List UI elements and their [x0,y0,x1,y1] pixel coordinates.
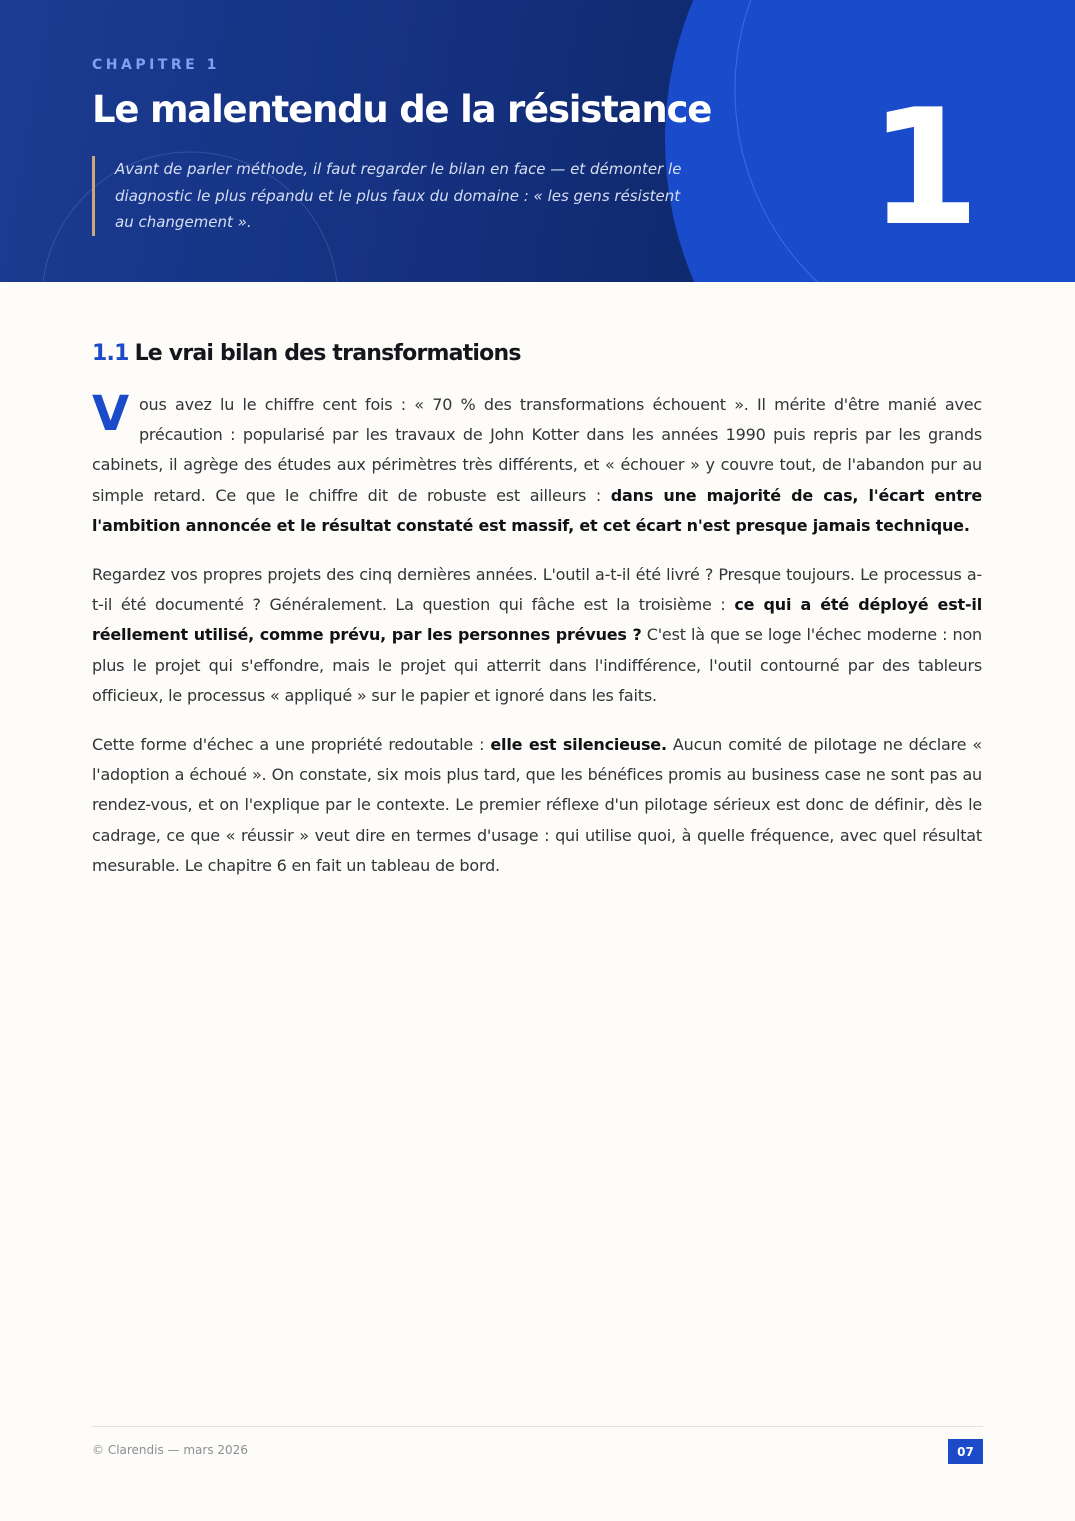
footer-divider [92,1426,983,1427]
chapter-header [0,0,1075,282]
paragraph-2-text-start: Regardez vos propres projets des cinq dernières années. L'outil a-t-il été livré ? Presque toujours. Le processus a-t-il été documenté ? Généralement. La question qui fâche est la troisième : [92,565,982,615]
section-number: 1.1 [92,341,129,366]
paragraph-3-bold: elle est silencieuse. [490,735,667,755]
paragraph-3-text-end: Aucun comité de pilotage ne déclare « l'adoption a échoué ». On constate, six mois plus tard, que les bénéfices promis au business case ne sont pas au rendez-vous, et on l'explique par le contexte. Le premier réflexe d'un pilotage sérieux est donc de définir, dès le cadrage, ce que « réussir » veut dire en termes d'usage : qui utilise quoi, à quelle fréquence, avec quel résultat mesurable. Le chapitre 6 en fait un tableau de bord. [92,735,982,875]
chapter-kicker: CHAPITRE 1 [92,57,220,73]
main-content [92,338,982,900]
paragraph-1-bold: dans une majorité de cas, l'écart entre l'ambition annoncée et le résultat constaté est massif, et cet écart n'est presque jamais technique. [92,485,982,535]
paragraph-2-text-end: C'est là que se loge l'échec moderne : non plus le projet qui s'effondre, mais le projet qui atterrit dans l'indifférence, l'outil contourné par des tableurs officieux, le processus « appliqué » sur le papier et ignoré dans les faits. [92,625,982,705]
section-heading [92,338,982,370]
paragraph-1-text: ous avez lu le chiffre cent fois : « 70 % des transformations échouent ». Il mérite d'être manié avec précaution : popularisé par les travaux de John Kotter dans les années 1990 puis repris par les grands cabinets, il agrège des études aux périmètres très différents, et « échouer » y couvre tout, de l'abandon pur au simple retard. Ce que le chiffre dit de robuste est ailleurs : [92,395,982,505]
paragraph-2 [92,560,982,711]
chapter-title: Le malentendu de la résistance [92,88,712,131]
drop-cap: V [92,386,129,442]
section-title: Le vrai bilan des transformations [134,341,521,366]
paragraph-3 [92,730,982,881]
paragraph-3-text-start: Cette forme d'échec a une propriété redoutable : [92,735,491,755]
paragraph-1 [92,386,982,541]
page-number-badge: 07 [948,1439,983,1464]
chapter-lede: Avant de parler méthode, il faut regarder le bilan en face — et démonter le diagnostic le plus répandu et le plus faux du domaine : « les gens résistent au changement ». [92,156,697,236]
paragraph-2-bold: ce qui a été déployé est-il réellement utilisé, comme prévu, par les personnes prévues ? [92,595,982,645]
footer-copyright: © Clarendis — mars 2026 [92,1443,248,1457]
chapter-number: 1 [868,74,980,261]
